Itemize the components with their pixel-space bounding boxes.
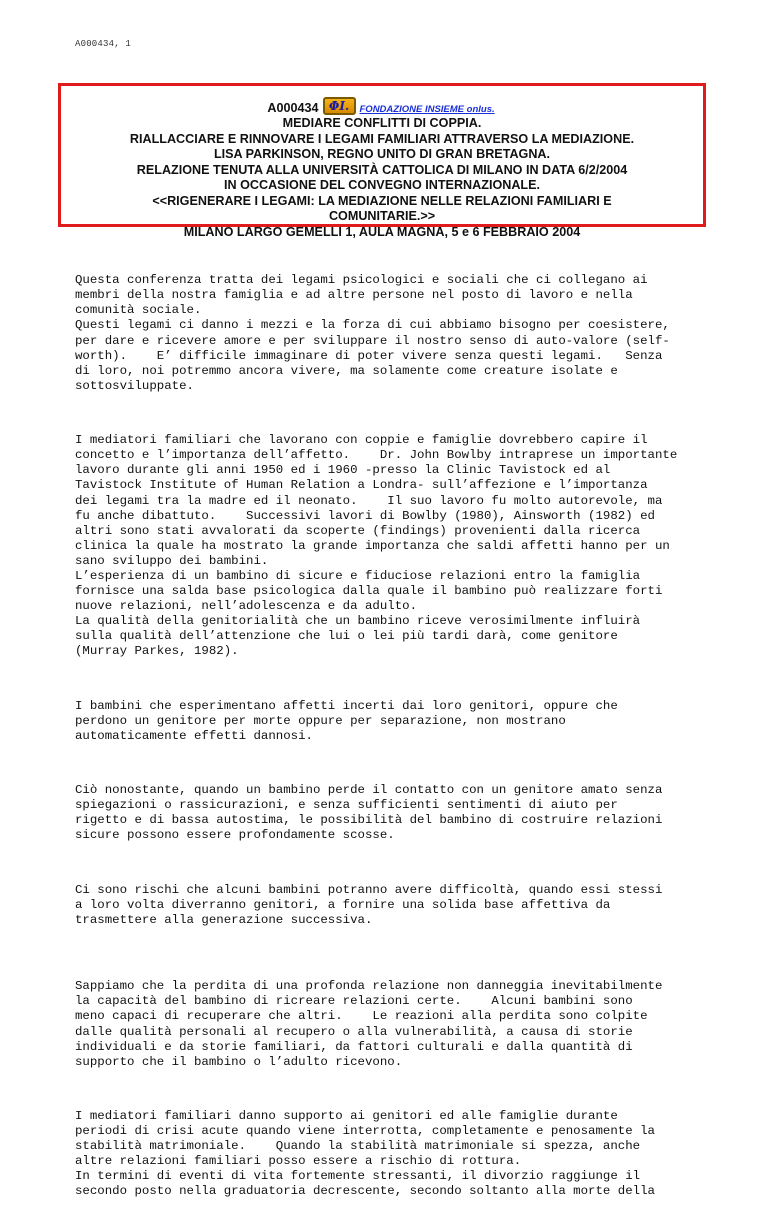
document-body xyxy=(75,243,703,1224)
header-line-occasion: IN OCCASIONE DEL CONVEGNO INTERNAZIONALE. xyxy=(223,178,541,192)
header-title-row xyxy=(59,98,703,116)
paragraph: I bambini che esperimentano affetti incerti dai loro genitori, oppure che perdono un genitore per morte oppure per separazione, non mostrano automaticamente effetti dannosi. xyxy=(75,698,618,743)
header-line-title: MEDIARE CONFLITTI DI COPPIA. xyxy=(282,116,482,130)
page-reference: A000434, 1 xyxy=(75,39,132,49)
header-line-conference-title: <<RIGENERARE I LEGAMI: LA MEDIAZIONE NELLE RELAZIONI FAMILIARI E xyxy=(152,193,612,208)
header-line-conference-title-cont: COMUNITARIE.>> xyxy=(328,209,436,223)
paragraph: I mediatori familiari che lavorano con coppie e famiglie dovrebbero capire il concetto e l’importanza dell’affetto. Dr. John Bowlby intraprese un importante lavoro durante gli anni 1950 ed i 1960 -presso la Clinic Tavistock ed al Tavistock Institute of Human Relation a Londra- sull’affezione e l’importanza dei legami tra la madre ed il neonato. Il suo lavoro fu molto autorevole, ma fu anche dibattuto. Successivi lavori di Bowlby (1980), Ainsworth (1982) ed altri sono stati avvalorati da scoperte (findings) provenienti dalla ricerca clinica la quale ha mostrato la grande importanza che saldi affetti hanno per un sano sviluppo dei bambini. L’esperienza di un bambino di sicure e fiduciose relazioni entro la famiglia fornisce una salda base psicologica dalla quale il bambino può realizzare forti nuove relazioni, nell’adolescenza e da adulto. La qualità della genitorialità che un bambino riceve verosimilmente influirà sulla qualità dell’attenzione che lui o lei più tardi darà, come genitore (Murray Parkes, 1982). xyxy=(75,433,678,659)
header-line-subtitle: RIALLACCIARE E RINNOVARE I LEGAMI FAMILIARI ATTRAVERSO LA MEDIAZIONE. xyxy=(129,131,635,146)
paragraph: Sappiamo che la perdita di una profonda relazione non danneggia inevitabilmente la capacità del bambino di ricreare relazioni certe. Alcuni bambini sono meno capaci di recuperare che altri. Le reazioni alla perdita sono colpite dalle qualità personali al recupero o alla vulnerabilità, a causa di storie individuali e da storie familiari, da fattori culturali e dalla quantità di supporto che il bambino o l’adulto ricevono. xyxy=(75,979,663,1069)
header-line-location-date: MILANO LARGO GEMELLI 1, AULA MAGNA, 5 e 6 FEBBRAIO 2004 xyxy=(183,224,581,239)
header-line-author: LISA PARKINSON, REGNO UNITO DI GRAN BRETAGNA. xyxy=(213,147,551,161)
paragraph: Ciò nonostante, quando un bambino perde il contatto con un genitore amato senza spiegazioni o rassicurazioni, e senza sufficienti sentimenti di aiuto per rigetto e di bassa autostima, le possibilità del bambino di costruire relazioni sicure possono essere profondamente scosse. xyxy=(75,783,663,843)
document-id: A000434 xyxy=(267,100,319,115)
foundation-logo-icon: ΦI. xyxy=(323,97,356,115)
paragraph: I mediatori familiari danno supporto ai genitori ed alle famiglie durante periodi di crisi acute quando viene interrotta, completamente e penosamente la stabilità matrimoniale. Quando la stabilità matrimoniale si spezza, anche altre relazioni familiari posso essere a rischio di rottura. In termini di eventi di vita fortemente stressanti, il divorzio raggiunge il secondo posto nella graduatoria decrescente, secondo soltanto alla morte della xyxy=(75,1108,655,1199)
document-header-box xyxy=(58,83,706,239)
header-line-venue: RELAZIONE TENUTA ALLA UNIVERSITÀ CATTOLICA DI MILANO IN DATA 6/2/2004 xyxy=(136,162,628,177)
foundation-link[interactable]: FONDAZIONE INSIEME onlus. xyxy=(359,104,495,115)
paragraph: Ci sono rischi che alcuni bambini potranno avere difficoltà, quando essi stessi a loro volta diverranno genitori, a fornire una solida base affettiva da trasmettere alla generazione successiva. xyxy=(75,882,663,927)
paragraph: Questa conferenza tratta dei legami psicologici e sociali che ci collegano ai membri della nostra famiglia e ad altre persone nel posto di lavoro e nella comunità sociale. Questi legami ci danno i mezzi e la forza di cui abbiamo bisogno per coesistere, per dare e ricevere amore e per sviluppare il nostro senso di auto-valore (self- worth). E’ difficile immaginare di poter vivere senza questi legami. Senza di loro, noi potremmo ancora vivere, ma solamente come creature isolate e sottosviluppate. xyxy=(75,273,670,393)
